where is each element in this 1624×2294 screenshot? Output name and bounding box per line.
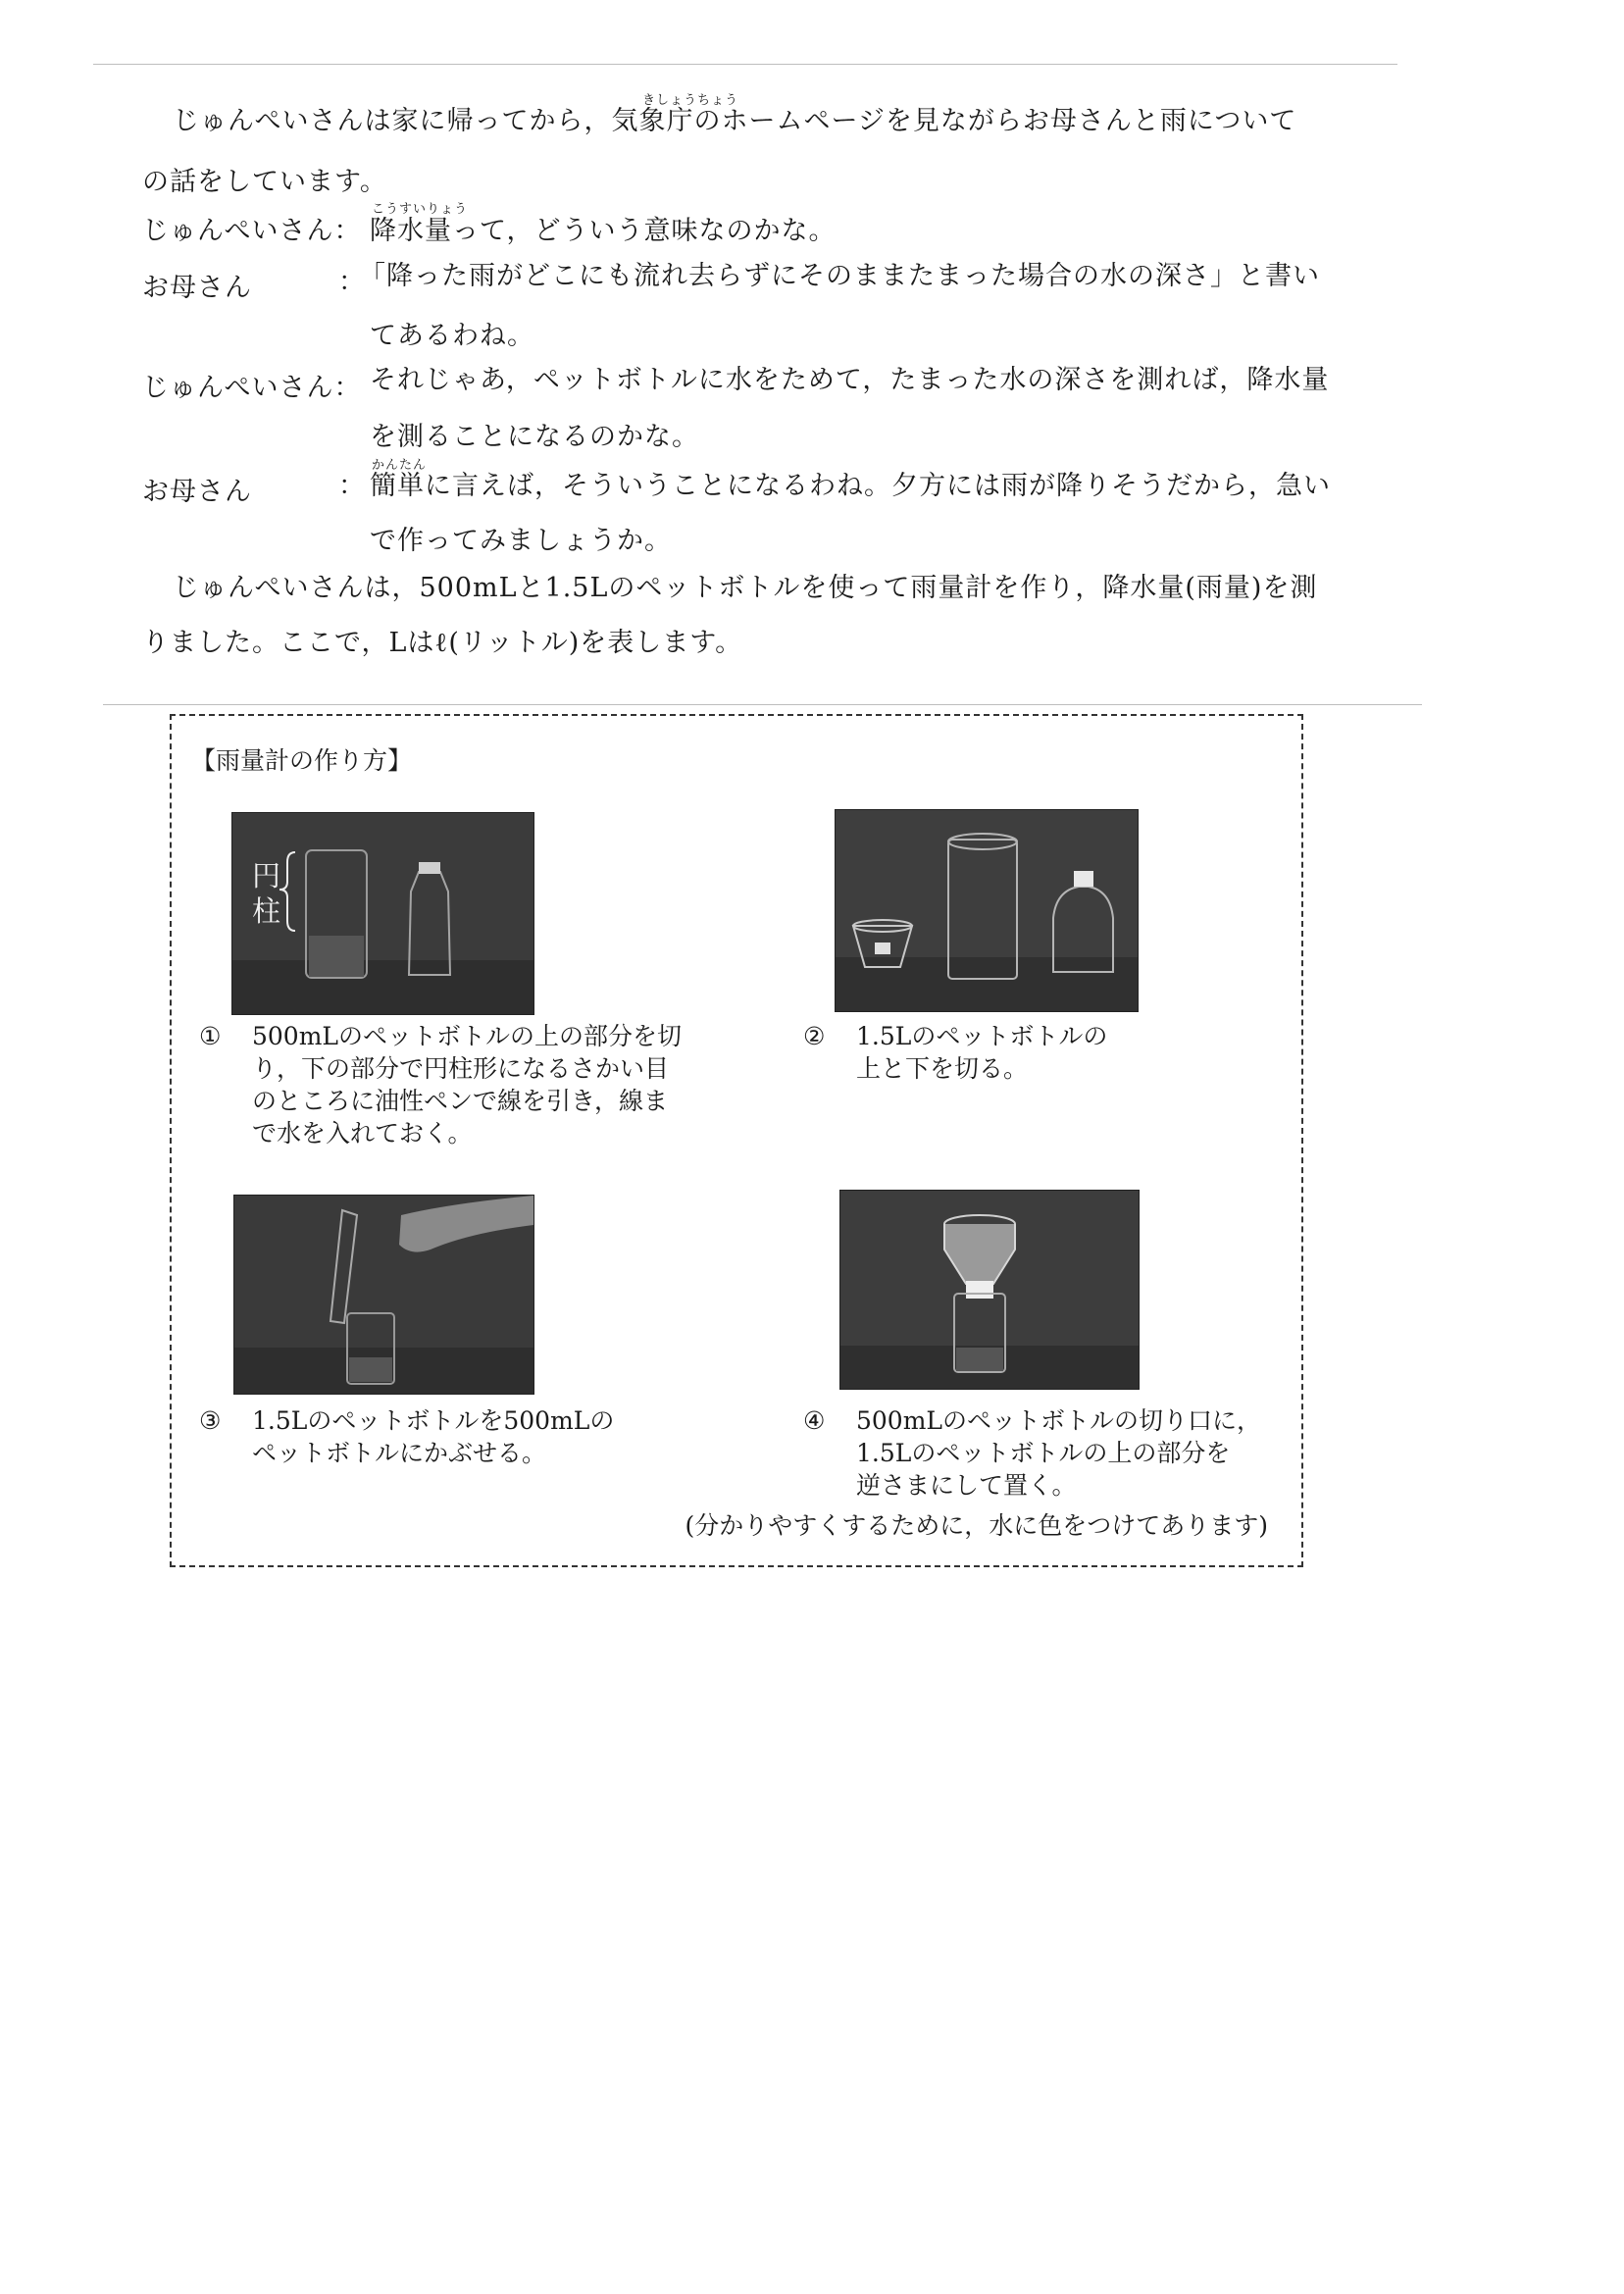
intro-line-1b: のホームページを見ながらお母さんと雨について <box>693 106 1297 136</box>
step-1-line-2: り，下の部分で円柱形になるさかい目 <box>252 1054 670 1083</box>
ruby-kousuiryou: こうすいりょう <box>372 202 469 217</box>
line1-kanji: 降水量 <box>370 216 452 246</box>
instructions-box <box>170 714 1303 1567</box>
photo1-label-bottom: 柱 <box>252 894 281 928</box>
dialogue-line-4a <box>370 469 1331 504</box>
intro-kanji: 気象庁 <box>611 106 694 136</box>
step-2-line-1: 1.5Lのペットボトルの <box>856 1022 1108 1050</box>
speaker-junpei-2: じゅんぺいさん： <box>142 373 362 403</box>
outro-line-2: りました。ここで，Lはℓ(リットル)を表します。 <box>142 628 743 658</box>
line1-rest: って，どういう意味なのかな。 <box>452 216 837 246</box>
step-1-line-4: で水を入れておく。 <box>252 1119 473 1147</box>
step-2-number: ② <box>803 1022 826 1050</box>
step-1-line-3: のところに油性ペンで線を引き，線ま <box>252 1087 669 1115</box>
step-4-number: ④ <box>803 1406 826 1435</box>
speaker-mother-2: お母さん <box>142 477 252 507</box>
step-4-line-3: 逆さまにして置く。 <box>856 1471 1077 1500</box>
step-3-line-1: 1.5Lのペットボトルを500mLの <box>252 1406 615 1435</box>
box-title: 【雨量計の作り方】 <box>191 746 413 775</box>
photo-step-1 <box>231 812 534 1015</box>
photo-step-4 <box>839 1190 1140 1390</box>
step-3-line-2: ペットボトルにかぶせる。 <box>252 1439 547 1467</box>
speaker-junpei-1: じゅんぺいさん： <box>142 216 362 246</box>
step-4-line-2: 1.5Lのペットボトルの上の部分を <box>856 1439 1231 1467</box>
intro-line-1a: じゅんぺいさんは家に帰ってから， <box>173 106 612 136</box>
photo-step-3 <box>233 1195 534 1395</box>
step-3-number: ③ <box>199 1406 222 1435</box>
dialogue-line-3a: それじゃあ，ペットボトルに水をためて，たまった水の深さを測れば，降水量 <box>370 365 1330 395</box>
step-1-line-1: 500mLのペットボトルの上の部分を切 <box>252 1022 683 1050</box>
photo-step-2 <box>835 809 1139 1012</box>
photo1-label-top: 円 <box>252 859 281 892</box>
step-2-line-2: 上と下を切る。 <box>856 1054 1029 1083</box>
box-note: (分かりやすくするために，水に色をつけてあります) <box>685 1511 1268 1540</box>
ruby-kishocho: きしょうちょう <box>642 93 739 108</box>
outro-line-1: じゅんぺいさんは，500mLと1.5Lのペットボトルを使って雨量計を作り，降水量(雨量)を測 <box>173 573 1318 603</box>
dialogue-line-2b: てあるわね。 <box>370 321 534 351</box>
speaker-mother-1: お母さん <box>142 273 252 303</box>
placing-bottle-illustration <box>234 1196 533 1394</box>
bottle-parts-illustration <box>836 810 1138 1011</box>
colon-1: ： <box>338 267 366 297</box>
line4-rest: に言えば，そういうことになるわね。夕方には雨が降りそうだから，急い <box>425 471 1331 501</box>
dialogue-line-3b: を測ることになるのかな。 <box>370 422 699 452</box>
intro-line-2: の話をしています。 <box>142 167 387 197</box>
top-rule <box>93 64 1397 65</box>
step-1-number: ① <box>199 1022 222 1050</box>
line4-kanji: 簡単 <box>370 471 425 501</box>
intro-line-1 <box>173 104 1296 139</box>
mid-rule <box>103 704 1422 705</box>
dialogue-line-1 <box>370 214 836 249</box>
assembled-rain-gauge-illustration <box>840 1191 1139 1389</box>
step-4-line-1: 500mLのペットボトルの切り口に， <box>856 1406 1262 1435</box>
dialogue-line-4b: で作ってみましょうか。 <box>370 526 672 556</box>
dialogue-line-2a: 「降った雨がどこにも流れ去らずにそのままたまった場合の水の深さ」と書い <box>359 261 1320 291</box>
ruby-kantan: かんたん <box>372 458 428 473</box>
colon-2: ： <box>338 471 366 501</box>
